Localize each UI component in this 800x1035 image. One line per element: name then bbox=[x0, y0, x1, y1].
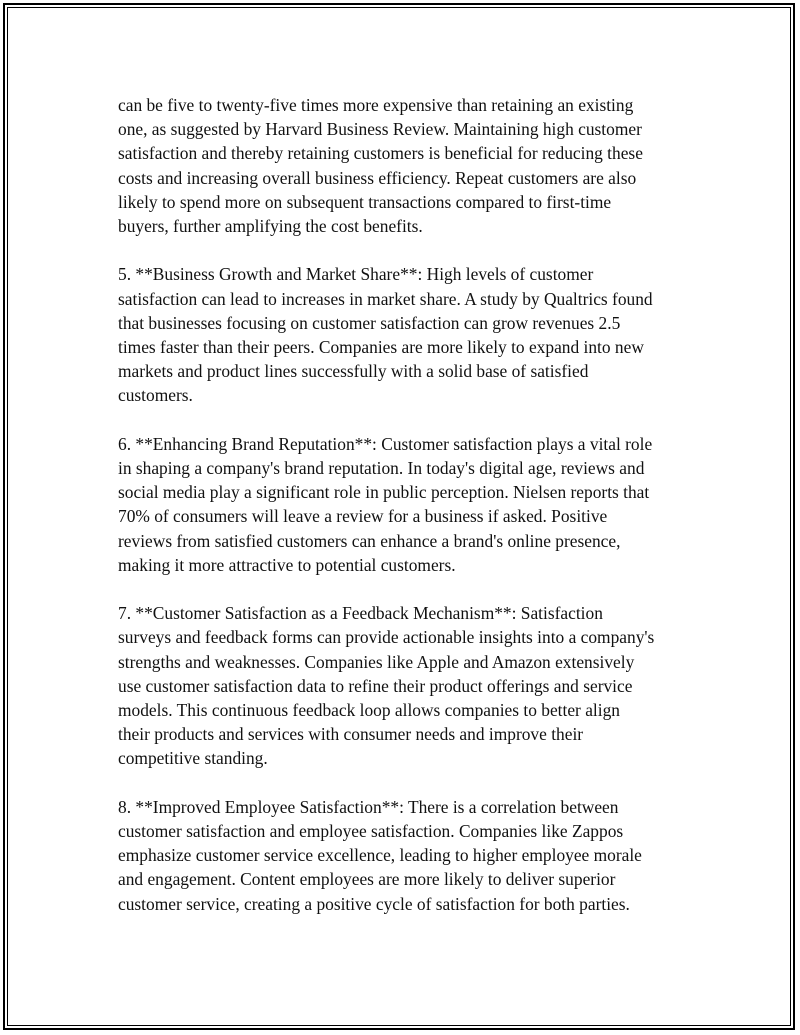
text-line: can be five to twenty-five times more expensive than retaining an existing bbox=[118, 95, 634, 115]
text-line: their products and services with consumer needs and improve their bbox=[118, 724, 584, 745]
text-line: satisfaction can lead to increases in market share. A study by Qualtrics found bbox=[118, 288, 653, 309]
text-line: buyers, further amplifying the cost benefits. bbox=[118, 216, 423, 237]
paragraph-brand-reputation bbox=[118, 432, 718, 577]
text-line: use customer satisfaction data to refine their product offerings and service bbox=[118, 675, 633, 696]
text-line: customer service, creating a positive cycle of satisfaction for both parties. bbox=[118, 893, 630, 914]
text-line: emphasize customer service excellence, leading to higher employee morale bbox=[118, 845, 642, 866]
paragraph-employee-satisfaction bbox=[118, 795, 718, 916]
paragraph-business-growth bbox=[118, 262, 718, 407]
text-line: models. This continuous feedback loop allows companies to better align bbox=[118, 700, 620, 721]
text-line: and engagement. Content employees are more likely to deliver superior bbox=[118, 869, 616, 890]
text-line: competitive standing. bbox=[118, 748, 268, 769]
text-line: that businesses focusing on customer satisfaction can grow revenues 2.5 bbox=[118, 312, 621, 333]
text-line: in shaping a company's brand reputation. In today's digital age, reviews and bbox=[118, 458, 645, 479]
text-line: customer satisfaction and employee satisfaction. Companies like Zappos bbox=[118, 821, 624, 842]
text-line: making it more attractive to potential customers. bbox=[118, 554, 456, 575]
text-line: strengths and weaknesses. Companies like Apple and Amazon extensively bbox=[118, 651, 635, 672]
text-line: 70% of consumers will leave a review for a business if asked. Positive bbox=[118, 506, 608, 527]
text-line: social media play a significant role in public perception. Nielsen reports that bbox=[118, 482, 650, 503]
document-body bbox=[118, 93, 718, 916]
paragraph-cost-retention bbox=[118, 93, 718, 238]
text-line: 5. **Business Growth and Market Share**: High levels of customer bbox=[118, 264, 594, 285]
text-line: costs and increasing overall business efficiency. Repeat customers are also bbox=[118, 167, 637, 188]
text-line: surveys and feedback forms can provide actionable insights into a company's bbox=[118, 627, 655, 648]
text-line: one, as suggested by Harvard Business Review. Maintaining high customer bbox=[118, 119, 642, 140]
text-line: times faster than their peers. Companies are more likely to expand into new bbox=[118, 337, 644, 358]
text-line: markets and product lines successfully with a solid base of satisfied bbox=[118, 361, 589, 382]
text-line: likely to spend more on subsequent transactions compared to first-time bbox=[118, 191, 612, 212]
paragraph-feedback-mechanism bbox=[118, 601, 718, 770]
text-line: 7. **Customer Satisfaction as a Feedback Mechanism**: Satisfaction bbox=[118, 603, 603, 624]
text-line: customers. bbox=[118, 385, 193, 406]
text-line: 8. **Improved Employee Satisfaction**: There is a correlation between bbox=[118, 796, 619, 817]
text-line: satisfaction and thereby retaining customers is beneficial for reducing these bbox=[118, 143, 643, 164]
text-line: reviews from satisfied customers can enhance a brand's online presence, bbox=[118, 530, 621, 551]
text-line: 6. **Enhancing Brand Reputation**: Customer satisfaction plays a vital role bbox=[118, 433, 653, 454]
